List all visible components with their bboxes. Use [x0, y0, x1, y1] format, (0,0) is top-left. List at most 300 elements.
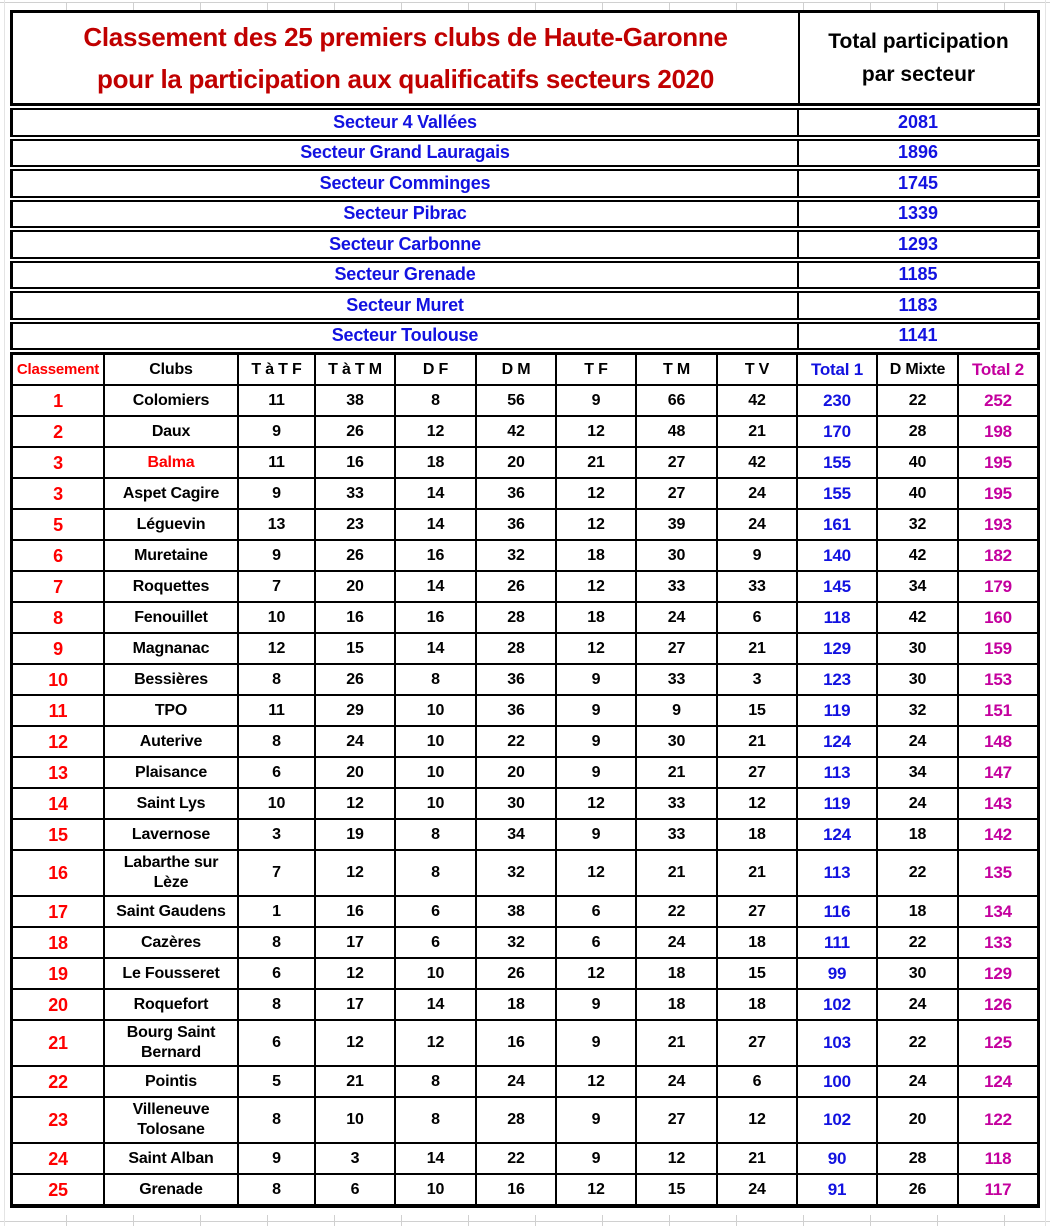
value-cell: 38: [477, 897, 557, 926]
total1-cell: 91: [798, 1175, 878, 1204]
club-row: [13, 572, 1037, 603]
value-cell: 32: [477, 851, 557, 895]
value-cell: 16: [396, 541, 477, 570]
d-mixte-cell: 24: [878, 727, 959, 756]
d-mixte-cell: 22: [878, 386, 959, 415]
value-cell: 15: [637, 1175, 718, 1204]
value-cell: 39: [637, 510, 718, 539]
value-cell: 9: [557, 758, 637, 787]
value-cell: 33: [637, 820, 718, 849]
value-cell: 16: [316, 448, 396, 477]
d-mixte-cell: 18: [878, 897, 959, 926]
sector-row: [10, 139, 1040, 168]
value-cell: 10: [316, 1098, 396, 1142]
value-cell: 36: [477, 696, 557, 725]
club-row: [13, 789, 1037, 820]
sector-name: Secteur Grand Lauragais: [13, 141, 799, 166]
club-row: [13, 1067, 1037, 1098]
value-cell: 9: [239, 479, 316, 508]
value-cell: 8: [396, 851, 477, 895]
rank-cell: 13: [13, 758, 105, 787]
sector-total-value: 1293: [897, 233, 939, 254]
club-row: [13, 820, 1037, 851]
value-cell: 30: [637, 541, 718, 570]
sector-total-value: 1339: [897, 203, 939, 224]
club-row: [13, 510, 1037, 541]
column-header: Total 1: [798, 355, 878, 384]
total1-cell: 155: [798, 479, 878, 508]
column-header: Total 2: [971, 359, 1025, 379]
total2-cell: 160: [984, 607, 1012, 627]
club-row: [13, 1144, 1037, 1175]
club-name-cell: Aspet Cagire: [105, 479, 239, 508]
value-cell: 8: [239, 665, 316, 694]
club-name-cell: Léguevin: [105, 510, 239, 539]
value-cell: 10: [396, 758, 477, 787]
value-cell: 20: [477, 448, 557, 477]
value-cell: 12: [239, 634, 316, 663]
value-cell: 16: [316, 603, 396, 632]
table-title: [13, 13, 800, 103]
column-header: T à T F: [239, 355, 316, 384]
club-name-cell: Lavernose: [105, 820, 239, 849]
column-header: Classement: [13, 355, 105, 384]
total2-cell: 198: [984, 421, 1012, 441]
value-cell: 12: [557, 1175, 637, 1204]
club-name-cell: Saint Lys: [105, 789, 239, 818]
club-row: [13, 448, 1037, 479]
value-cell: 42: [718, 386, 798, 415]
total1-cell: 102: [798, 1098, 878, 1142]
sector-row: [10, 230, 1040, 259]
clubs-table: [10, 352, 1040, 1208]
total2-cell: 134: [984, 901, 1012, 921]
rank-cell: 2: [13, 417, 105, 446]
club-name-cell: Villeneuve Tolosane: [105, 1098, 239, 1142]
club-name-cell: Daux: [105, 417, 239, 446]
value-cell: 6: [557, 897, 637, 926]
ranking-table: [10, 10, 1040, 1208]
value-cell: 12: [637, 1144, 718, 1173]
value-cell: 12: [557, 634, 637, 663]
sector-name: Secteur Grenade: [13, 263, 799, 288]
value-cell: 33: [637, 572, 718, 601]
total2-cell: 252: [984, 390, 1012, 410]
value-cell: 12: [316, 851, 396, 895]
club-row: [13, 959, 1037, 990]
total1-cell: 129: [798, 634, 878, 663]
value-cell: 24: [718, 479, 798, 508]
value-cell: 12: [557, 851, 637, 895]
club-row: [13, 634, 1037, 665]
value-cell: 24: [718, 1175, 798, 1204]
value-cell: 30: [637, 727, 718, 756]
value-cell: 26: [477, 959, 557, 988]
total2-cell: 133: [984, 932, 1012, 952]
total2-cell: 125: [984, 1033, 1012, 1052]
value-cell: 29: [316, 696, 396, 725]
club-name-cell: Pointis: [105, 1067, 239, 1096]
value-cell: 12: [557, 789, 637, 818]
total2-cell: 117: [984, 1179, 1012, 1199]
total2-cell: 147: [984, 762, 1012, 782]
value-cell: 6: [239, 1021, 316, 1065]
value-cell: 8: [239, 727, 316, 756]
club-row: [13, 479, 1037, 510]
rank-cell: 18: [13, 928, 105, 957]
value-cell: 8: [396, 665, 477, 694]
value-cell: 19: [316, 820, 396, 849]
rank-cell: 15: [13, 820, 105, 849]
value-cell: 12: [557, 959, 637, 988]
total1-cell: 140: [798, 541, 878, 570]
sector-row: [10, 261, 1040, 290]
value-cell: 18: [396, 448, 477, 477]
value-cell: 10: [396, 727, 477, 756]
value-cell: 32: [477, 541, 557, 570]
club-row: [13, 928, 1037, 959]
value-cell: 21: [718, 727, 798, 756]
value-cell: 18: [718, 990, 798, 1019]
value-cell: 10: [396, 959, 477, 988]
club-name-cell: Colomiers: [105, 386, 239, 415]
value-cell: 3: [718, 665, 798, 694]
d-mixte-cell: 40: [878, 448, 959, 477]
value-cell: 14: [396, 990, 477, 1019]
total1-cell: 103: [798, 1021, 878, 1065]
total1-cell: 155: [798, 448, 878, 477]
club-name-cell: Saint Gaudens: [105, 897, 239, 926]
sector-row: [10, 200, 1040, 229]
total2-cell: 129: [984, 963, 1012, 983]
total2-cell: 124: [984, 1071, 1012, 1091]
value-cell: 21: [718, 1144, 798, 1173]
d-mixte-cell: 22: [878, 928, 959, 957]
total1-cell: 124: [798, 727, 878, 756]
d-mixte-cell: 28: [878, 1144, 959, 1173]
club-row: [13, 386, 1037, 417]
total2-cell: 126: [984, 994, 1012, 1014]
value-cell: 24: [477, 1067, 557, 1096]
total2-cell: 143: [984, 793, 1012, 813]
value-cell: 12: [557, 417, 637, 446]
d-mixte-cell: 26: [878, 1175, 959, 1204]
d-mixte-cell: 22: [878, 851, 959, 895]
rank-cell: 8: [13, 603, 105, 632]
d-mixte-cell: 42: [878, 603, 959, 632]
d-mixte-cell: 24: [878, 990, 959, 1019]
club-name-cell: Bessières: [105, 665, 239, 694]
value-cell: 9: [557, 1144, 637, 1173]
value-cell: 24: [637, 603, 718, 632]
total1-cell: 123: [798, 665, 878, 694]
value-cell: 15: [718, 696, 798, 725]
value-cell: 11: [239, 696, 316, 725]
value-cell: 12: [316, 789, 396, 818]
value-cell: 18: [557, 541, 637, 570]
rank-cell: 3: [13, 479, 105, 508]
value-cell: 20: [316, 572, 396, 601]
rank-cell: 17: [13, 897, 105, 926]
club-row: [13, 1098, 1037, 1144]
rank-cell: 3: [13, 448, 105, 477]
value-cell: 14: [396, 479, 477, 508]
value-cell: 9: [718, 541, 798, 570]
total1-cell: 124: [798, 820, 878, 849]
value-cell: 12: [316, 959, 396, 988]
club-row: [13, 1021, 1037, 1067]
sector-total-value: 1185: [898, 264, 938, 285]
total2-cell: 195: [984, 452, 1012, 472]
total1-cell: 118: [798, 603, 878, 632]
total1-cell: 90: [798, 1144, 878, 1173]
value-cell: 8: [239, 928, 316, 957]
sector-name: Secteur Pibrac: [13, 202, 799, 227]
rank-cell: 6: [13, 541, 105, 570]
club-row: [13, 1175, 1037, 1204]
value-cell: 7: [239, 572, 316, 601]
value-cell: 9: [557, 727, 637, 756]
value-cell: 16: [396, 603, 477, 632]
value-cell: 10: [396, 696, 477, 725]
rank-cell: 22: [13, 1067, 105, 1096]
d-mixte-cell: 24: [878, 1067, 959, 1096]
value-cell: 9: [557, 696, 637, 725]
value-cell: 6: [718, 1067, 798, 1096]
d-mixte-cell: 28: [878, 417, 959, 446]
sector-row: [10, 108, 1040, 137]
value-cell: 27: [637, 634, 718, 663]
column-header: T à T M: [316, 355, 396, 384]
rank-cell: 16: [13, 851, 105, 895]
value-cell: 9: [239, 417, 316, 446]
d-mixte-cell: 20: [878, 1098, 959, 1142]
value-cell: 6: [316, 1175, 396, 1204]
value-cell: 30: [477, 789, 557, 818]
title-line-1: Classement des 25 premiers clubs de Haute-Garonne: [83, 22, 728, 52]
value-cell: 18: [477, 990, 557, 1019]
total1-cell: 170: [798, 417, 878, 446]
value-cell: 17: [316, 928, 396, 957]
value-cell: 26: [316, 541, 396, 570]
value-cell: 27: [637, 448, 718, 477]
club-name-cell: Auterive: [105, 727, 239, 756]
value-cell: 33: [718, 572, 798, 601]
value-cell: 18: [557, 603, 637, 632]
total2-cell: 142: [984, 824, 1012, 844]
d-mixte-cell: 30: [878, 959, 959, 988]
club-name-cell: Saint Alban: [105, 1144, 239, 1173]
value-cell: 42: [477, 417, 557, 446]
club-row: [13, 665, 1037, 696]
club-name-cell: Le Fousseret: [105, 959, 239, 988]
value-cell: 22: [477, 1144, 557, 1173]
d-mixte-cell: 18: [878, 820, 959, 849]
value-cell: 8: [239, 1098, 316, 1142]
value-cell: 38: [316, 386, 396, 415]
total2-cell: 153: [984, 669, 1012, 689]
club-row: [13, 897, 1037, 928]
value-cell: 14: [396, 572, 477, 601]
total1-cell: 111: [798, 928, 878, 957]
sector-total-header: [800, 13, 1037, 103]
value-cell: 21: [718, 417, 798, 446]
value-cell: 21: [637, 1021, 718, 1065]
clubs-table-body: [13, 386, 1037, 1204]
value-cell: 33: [637, 789, 718, 818]
sector-name: Secteur Carbonne: [13, 232, 799, 257]
value-cell: 10: [396, 789, 477, 818]
club-name-cell: Grenade: [105, 1175, 239, 1204]
value-cell: 24: [637, 1067, 718, 1096]
value-cell: 15: [316, 634, 396, 663]
sector-total-value: 2081: [897, 111, 939, 132]
club-name-cell: Roquefort: [105, 990, 239, 1019]
club-row: [13, 696, 1037, 727]
total1-cell: 119: [798, 696, 878, 725]
value-cell: 33: [316, 479, 396, 508]
value-cell: 21: [557, 448, 637, 477]
value-cell: 20: [477, 758, 557, 787]
rank-cell: 20: [13, 990, 105, 1019]
value-cell: 9: [557, 990, 637, 1019]
rank-cell: 9: [13, 634, 105, 663]
value-cell: 6: [718, 603, 798, 632]
value-cell: 14: [396, 1144, 477, 1173]
value-cell: 27: [718, 897, 798, 926]
value-cell: 17: [316, 990, 396, 1019]
total1-cell: 116: [798, 897, 878, 926]
value-cell: 18: [637, 990, 718, 1019]
value-cell: 6: [557, 928, 637, 957]
value-cell: 36: [477, 510, 557, 539]
total2-cell: 148: [984, 731, 1012, 751]
sector-total-value: 1745: [897, 172, 939, 193]
sector-total-value: 1183: [898, 294, 938, 315]
d-mixte-cell: 24: [878, 789, 959, 818]
d-mixte-cell: 34: [878, 572, 959, 601]
value-cell: 3: [316, 1144, 396, 1173]
value-cell: 6: [239, 758, 316, 787]
value-cell: 36: [477, 665, 557, 694]
sector-rows: [10, 108, 1040, 350]
value-cell: 8: [396, 386, 477, 415]
club-name-cell: Balma: [105, 448, 239, 477]
value-cell: 15: [718, 959, 798, 988]
value-cell: 12: [557, 479, 637, 508]
sector-name: Secteur Toulouse: [13, 324, 799, 349]
value-cell: 12: [557, 510, 637, 539]
value-cell: 3: [239, 820, 316, 849]
rank-cell: 19: [13, 959, 105, 988]
club-name-cell: Magnanac: [105, 634, 239, 663]
rank-cell: 1: [13, 386, 105, 415]
value-cell: 12: [557, 572, 637, 601]
sector-total-header-line-1: Total participation: [828, 30, 1009, 53]
value-cell: 27: [718, 758, 798, 787]
sheet-gridline-left: [4, 0, 5, 1226]
d-mixte-cell: 40: [878, 479, 959, 508]
sector-row: [10, 169, 1040, 198]
total2-cell: 179: [984, 576, 1012, 596]
club-row: [13, 990, 1037, 1021]
total1-cell: 100: [798, 1067, 878, 1096]
value-cell: 14: [396, 510, 477, 539]
total1-cell: 113: [798, 758, 878, 787]
value-cell: 8: [396, 1067, 477, 1096]
title-line-2: pour la participation aux qualificatifs secteurs 2020: [97, 64, 714, 94]
d-mixte-cell: 32: [878, 510, 959, 539]
total1-cell: 99: [798, 959, 878, 988]
value-cell: 13: [239, 510, 316, 539]
value-cell: 8: [239, 990, 316, 1019]
club-row: [13, 541, 1037, 572]
value-cell: 28: [477, 603, 557, 632]
value-cell: 27: [718, 1021, 798, 1065]
value-cell: 8: [396, 1098, 477, 1142]
value-cell: 6: [396, 928, 477, 957]
value-cell: 28: [477, 1098, 557, 1142]
rank-cell: 23: [13, 1098, 105, 1142]
d-mixte-cell: 30: [878, 665, 959, 694]
column-header: D M: [477, 355, 557, 384]
sector-name: Secteur Comminges: [13, 171, 799, 196]
value-cell: 22: [477, 727, 557, 756]
value-cell: 21: [718, 634, 798, 663]
value-cell: 21: [316, 1067, 396, 1096]
value-cell: 26: [316, 665, 396, 694]
value-cell: 12: [396, 1021, 477, 1065]
value-cell: 9: [557, 820, 637, 849]
value-cell: 24: [718, 510, 798, 539]
rank-cell: 10: [13, 665, 105, 694]
column-header: D Mixte: [878, 355, 959, 384]
value-cell: 18: [718, 820, 798, 849]
value-cell: 5: [239, 1067, 316, 1096]
value-cell: 12: [316, 1021, 396, 1065]
value-cell: 7: [239, 851, 316, 895]
total2-cell: 135: [984, 863, 1012, 882]
value-cell: 56: [477, 386, 557, 415]
club-row: [13, 727, 1037, 758]
club-name-cell: TPO: [105, 696, 239, 725]
club-name-cell: Roquettes: [105, 572, 239, 601]
value-cell: 34: [477, 820, 557, 849]
value-cell: 16: [477, 1021, 557, 1065]
total2-cell: 118: [984, 1148, 1012, 1168]
total2-cell: 193: [984, 514, 1012, 534]
value-cell: 10: [239, 603, 316, 632]
value-cell: 26: [477, 572, 557, 601]
value-cell: 36: [477, 479, 557, 508]
value-cell: 9: [557, 665, 637, 694]
value-cell: 27: [637, 479, 718, 508]
value-cell: 9: [557, 1021, 637, 1065]
club-row: [13, 851, 1037, 897]
sector-row: [10, 291, 1040, 320]
club-row: [13, 417, 1037, 448]
value-cell: 18: [718, 928, 798, 957]
value-cell: 9: [637, 696, 718, 725]
club-name-cell: Cazères: [105, 928, 239, 957]
rank-cell: 11: [13, 696, 105, 725]
value-cell: 8: [239, 1175, 316, 1204]
total2-cell: 122: [984, 1110, 1012, 1129]
value-cell: 32: [477, 928, 557, 957]
sector-total-value: 1141: [898, 325, 938, 346]
total2-cell: 151: [984, 700, 1012, 720]
clubs-table-header-row: [13, 355, 1037, 386]
